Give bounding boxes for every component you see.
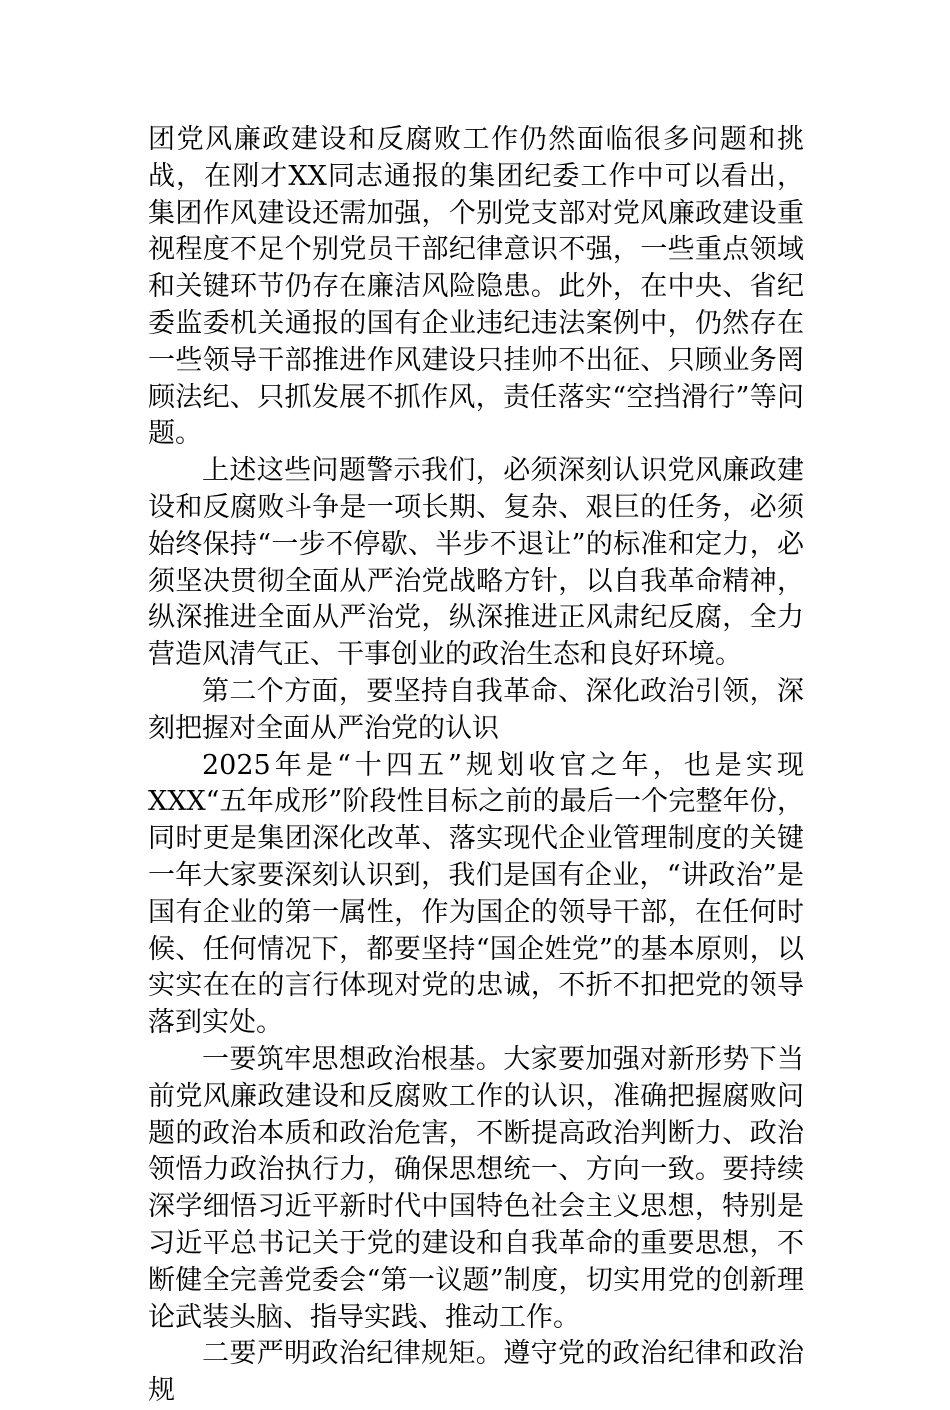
paragraph-2025: 2025年是“十四五”规划收官之年，也是实现XXX“五年成形”阶段性目标之前的最后一个完整年份，同时更是集团深化改革、落实现代企业管理制度的关键一年大家要深刻认识到，我们是国有企业，“讲政治”是国有企业的第一属性，作为国企的领导干部，在任何时候、任何情况下，都要坚持“国企姓党”的基本原则，以实实在在的言行体现对党的忠诚，不折不扣把党的领导落到实处。 [148,749,804,1039]
paragraph-point-two: 二要严明政治纪律规矩。遵守党的政治纪律和政治规 [148,1338,804,1407]
paragraph-warning: 上述这些问题警示我们，必须深刻认识党风廉政建设和反腐败斗争是一项长期、复杂、艰巨的任务，必须始终保持“一步不停歇、半步不退让”的标准和定力，必须坚决贯彻全面从严治党战略方针，以自我革命精神，纵深推进全面从严治党，纵深推进正风肃纪反腐，全力营造风清气正、干事创业的政治生态和良好环境。 [148,455,804,671]
document-body [148,122,804,1410]
section-heading-second-aspect: 第二个方面，要坚持自我革命、深化政治引领，深刻把握对全面从严治党的认识 [148,675,804,744]
paragraph-continuation: 团党风廉政建设和反腐败工作仍然面临很多问题和挑战，在刚才XX同志通报的集团纪委工作中可以看出，集团作风建设还需加强，个别党支部对党风廉政建设重视程度不足个别党员干部纪律意识不强，一些重点领域和关键环节仍存在廉洁风险隐患。此外，在中央、省纪委监委机关通报的国有企业违纪违法案例中，仍然存在一些领导干部推进作风建设只挂帅不出征、只顾业务罔顾法纪、只抓发展不抓作风，责任落实“空挡滑行”等问题。 [148,124,804,450]
paragraph-point-one: 一要筑牢思想政治根基。大家要加强对新形势下当前党风廉政建设和反腐败工作的认识，准确把握腐败问题的政治本质和政治危害，不断提高政治判断力、政治领悟力政治执行力，确保思想统一、方向一致。要持续深学细悟习近平新时代中国特色社会主义思想，特别是习近平总书记关于党的建设和自我革命的重要思想，不断健全完善党委会“第一议题”制度，切实用党的创新理论武装头脑、指导实践、推动工作。 [148,1043,804,1333]
